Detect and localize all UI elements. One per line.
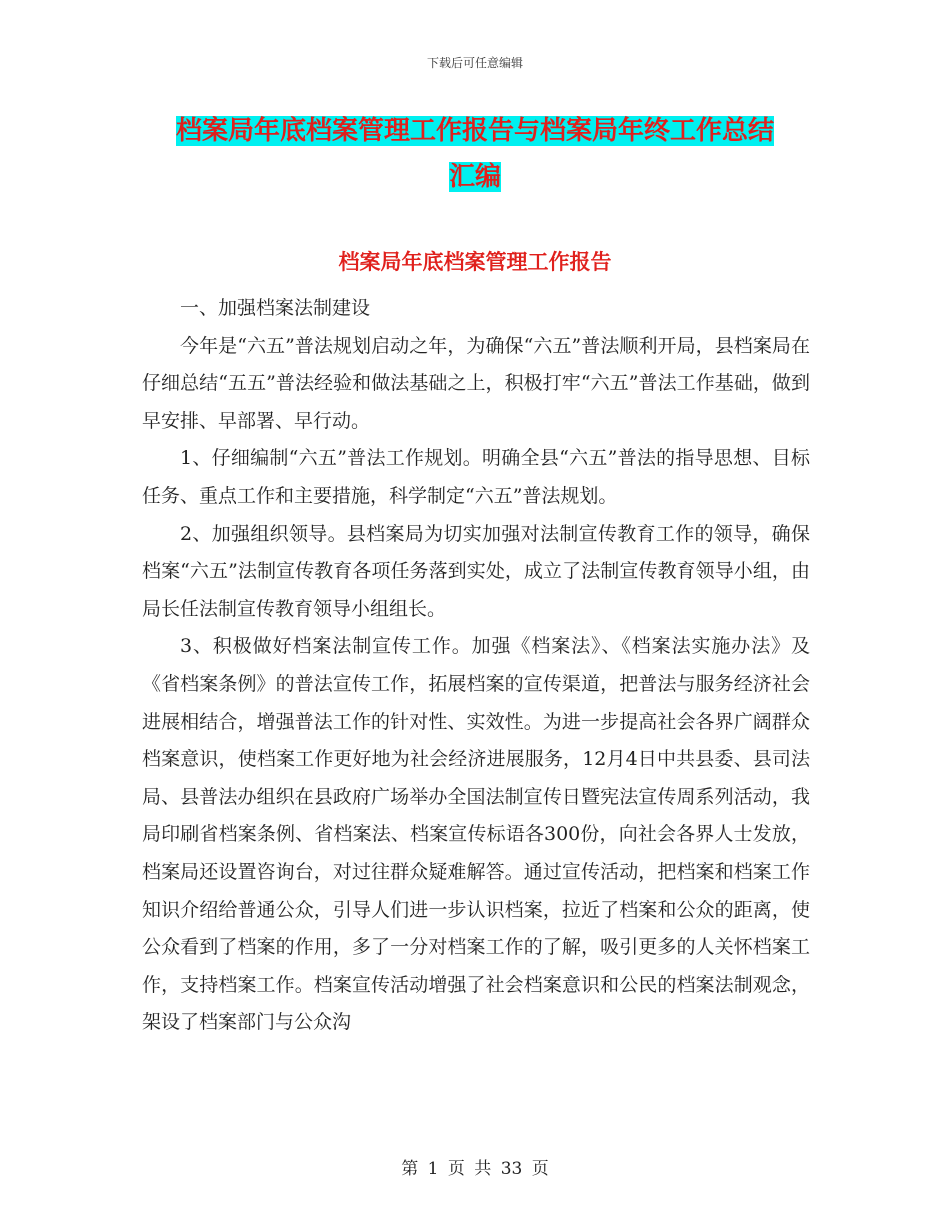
page-footer: 第 1 页 共 33 页 [401,1159,549,1179]
document-title-line1: 档案局年底档案管理工作报告与档案局年终工作总结 [175,116,774,146]
header-note: 下载后可任意编辑 [426,56,523,70]
document-title [140,108,810,200]
paragraph: 3、积极做好档案法制宣传工作。加强《档案法》、《档案法实施办法》及《省档案条例》的普法宣传工作，拓展档案的宣传渠道，把普法与服务经济社会进展相结合，增强普法工作的针对性、实效性。为进一步提高社会各界广阔群众档案意识，使档案工作更好地为社会经济进展服务，12月4日中共县委、县司法局、县普法办组织在县政府广场举办全国法制宣传日暨宪法宣传周系列活动，我局印刷省档案条例、省档案法、档案宣传标语各300份，向社会各界人士发放，档案局还设置咨询台，对过往群众疑难解答。通过宣传活动，把档案和档案工作知识介绍给普通公众，引导人们进一步认识档案，拉近了档案和公众的距离，使公众看到了档案的作用，多了一分对档案工作的了解，吸引更多的人关怀档案工作，支持档案工作。档案宣传活动增强了社会档案意识和公民的档案法制观念，架设了档案部门与公众沟 [142,635,810,1034]
document-title-line2: 汇编 [448,162,501,192]
paragraph: 1、仔细编制“六五”普法工作规划。明确全县“六五”普法的指导思想、目标任务、重点工作和主要措施，科学制定“六五”普法规划。 [142,447,810,507]
paragraph-heading: 一、加强档案法制建设 [180,297,371,319]
section-title: 档案局年底档案管理工作报告 [338,250,612,274]
paragraph: 2、加强组织领导。县档案局为切实加强对法制宣传教育工作的领导，确保档案“六五”法制宣传教育各项任务落到实处，成立了法制宣传教育领导小组，由局长任法制宣传教育领导小组组长。 [142,522,810,620]
paragraph: 今年是“六五”普法规划启动之年，为确保“六五”普法顺利开局，县档案局在仔细总结“五五”普法经验和做法基础之上，积极打牢“六五”普法工作基础，做到早安排、早部署、早行动。 [142,334,810,432]
document-body [142,290,810,1042]
